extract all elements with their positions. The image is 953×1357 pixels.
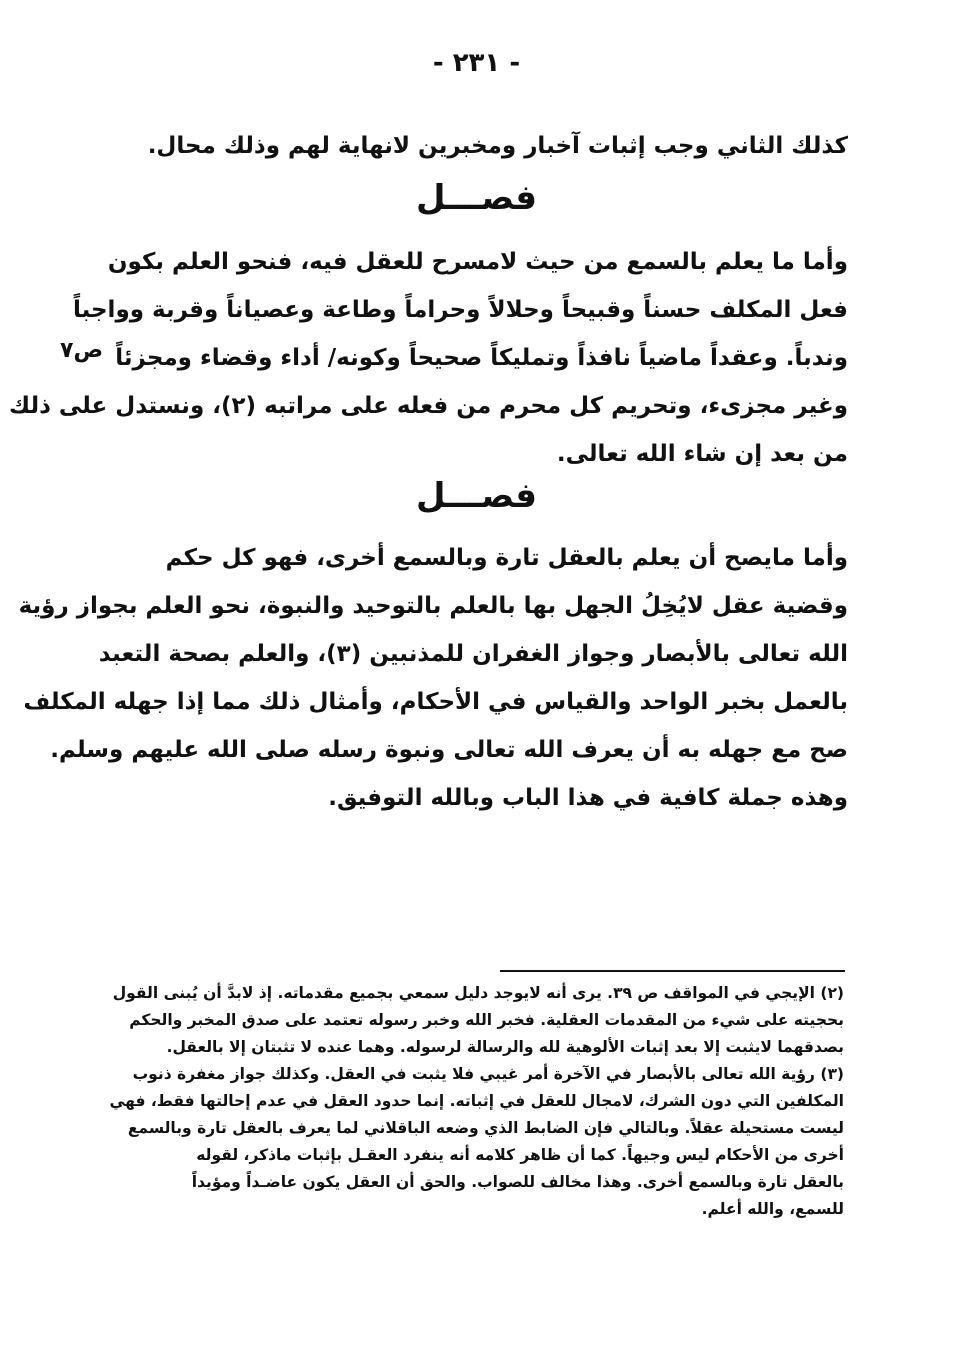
text-line: صح مع جهله به أن يعرف الله تعالى ونبوة رسله صلى الله عليهم وسلم. — [50, 737, 848, 763]
text-line: وقضية عقل لايُخِلُ الجهل بها بالعلم بالتوحيد والنبوة، نحو العلم بجواز رؤية — [18, 593, 848, 619]
intro-paragraph — [118, 122, 848, 170]
footnote-line: بصدقهما لايثبت إلا بعد إثبات الألوهية لله والرسالة لرسوله. وهما عنده لا تثبتان إلا بالعقل. — [166, 1038, 844, 1056]
footnote-line: (٣) رؤية الله تعالى بالأبصار في الآخرة أمر غيبي فلا يثبت في العقل. وكذلك جواز مغفرة ذنوب — [132, 1065, 844, 1083]
text-line: وأما مايصح أن يعلم بالعقل تارة وبالسمع أخرى، فهو كل حكم — [165, 545, 848, 571]
text-line: بالعمل بخبر الواحد والقياس في الأحكام، وأمثال ذلك مما إذا جهله المكلف — [23, 689, 848, 715]
text-line: الله تعالى بالأبصار وجواز الغفران للمذنبين (٣)، والعلم بصحة التعبد — [98, 641, 848, 667]
footnote-line: المكلفين التي دون الشرك، لامجال للعقل في إثباته. إنما حدود العقل في عدم إحالتها فقط، فهي — [109, 1092, 844, 1110]
footnote-line: بالعقل تارة وبالسمع أخرى. وهذا مخالف للصواب. والحق أن العقل يكون عاضـداً ومؤيداً — [191, 1173, 844, 1191]
footnote-line: (٢) الإيجي في المواقف ص ٣٩. يرى أنه لايوجد دليل سمعي بجميع مقدماته. إذ لابدَّ أن يُبنى القول — [112, 984, 844, 1002]
footnote-line: ليست مستحيلة عقلاً. وبالتالي فإن الضابط الذي وضعه الباقلاني لما يعرف بالعقل تارة وبالسمع — [127, 1119, 844, 1137]
text-line: وهذه جملة كافية في هذا الباب وبالله التوفيق. — [328, 785, 848, 811]
footnote-divider — [500, 970, 845, 972]
section-heading: فصـــل — [416, 476, 537, 516]
text-line: كذلك الثاني وجب إثبات آخبار ومخبرين لانهاية لهم وذلك محال. — [147, 133, 848, 159]
text-line: وغير مجزىء، وتحريم كل محرم من فعله على مراتبه (٢)، ونستدل على ذلك — [9, 393, 848, 419]
section2-paragraph — [18, 534, 848, 822]
text-line: من بعد إن شاء الله تعالى. — [556, 441, 848, 467]
margin-page-note: ص٧ — [60, 338, 104, 363]
footnote-line: للسمع، والله أعلم. — [701, 1200, 844, 1218]
text-line: وأما ما يعلم بالسمع من حيث لامسرح للعقل فيه، فنحو العلم بكون — [107, 249, 848, 275]
footnotes — [109, 980, 844, 1223]
text-line: فعل المكلف حسناً وقبيحاً وحلالاً وحراماً وطاعة وعصياناً وقربة وواجباً — [72, 297, 848, 323]
section-heading: فصـــل — [416, 178, 537, 218]
footnote-line: أخرى من الأحكام ليس وجيهاً. كما أن ظاهر كلامه أنه ينفرد العقـل بإثبات ماذكر، لقوله — [196, 1146, 844, 1164]
footnote-line: بحجيته على شيء من المقدمات العقلية. فخبر الله وخبر رسوله تعتمد على صدق المخبر والحكم — [129, 1011, 844, 1029]
page-number: - ٢٣١ - — [432, 48, 521, 78]
text-line: وندباً. وعقداً ماضياً نافذاً وتمليكاً صحيحاً وكونه/ أداء وقضاء ومجزئاً — [115, 345, 848, 371]
